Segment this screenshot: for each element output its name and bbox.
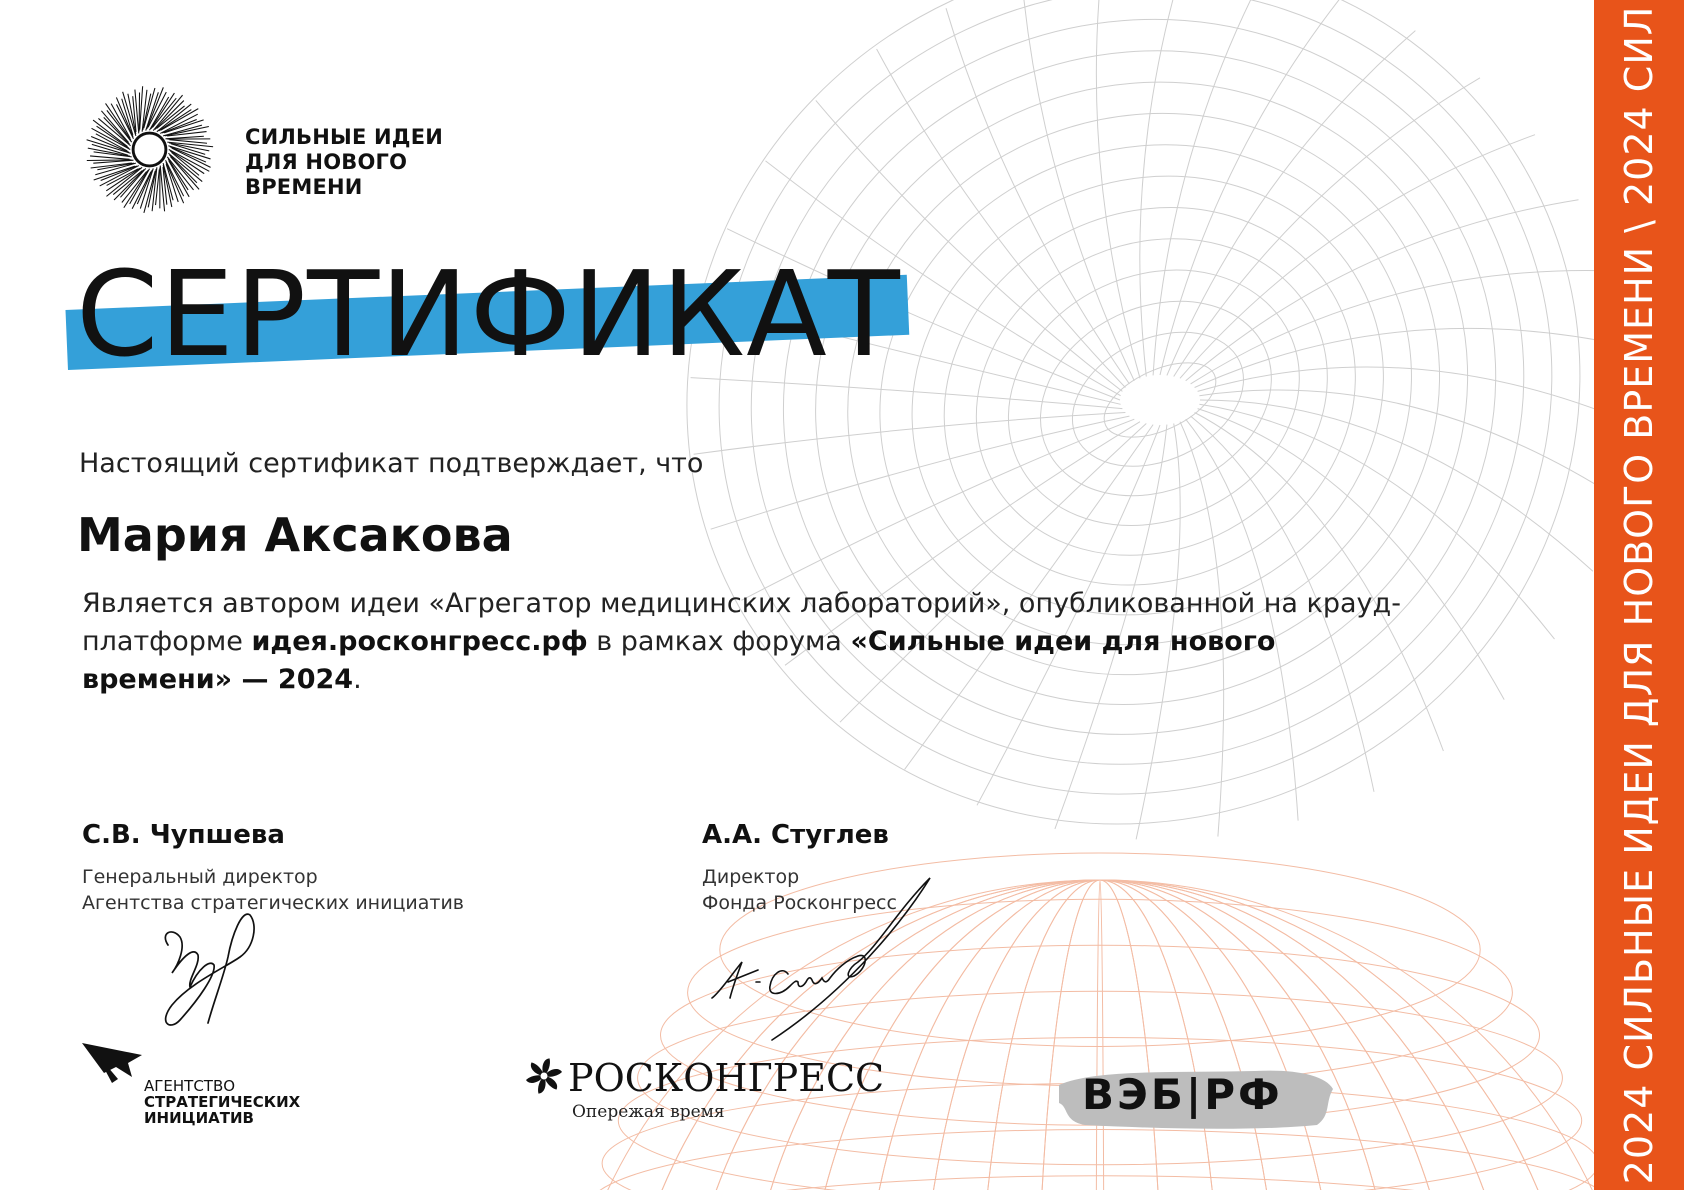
roscongress-slogan: Опережая время <box>572 1102 725 1122</box>
radial-burst-logo-icon <box>82 82 217 217</box>
forum-name: «Сильные идеи для нового времени» — 2024 <box>82 626 1276 695</box>
signatory-role-line-1: Генеральный директор <box>82 866 318 888</box>
desc-text-end: . <box>353 664 362 695</box>
signatory-role-line-1: Директор <box>702 866 800 888</box>
roscongress-name: РОСКОНГРЕСС <box>568 1056 885 1100</box>
forum-logo-text <box>245 125 443 200</box>
desc-text-1: Является автором идеи «Агрегатор медицинских лабораторий», опубликованной на крауд-платформе <box>82 588 1401 657</box>
signature-2 <box>698 870 938 1050</box>
side-band-text: 2024 СИЛЬНЫЕ ИДЕИ ДЛЯ НОВОГО ВРЕМЕНИ \ 2024 СИЛ <box>1617 5 1661 1185</box>
asi-line-2: СТРАТЕГИЧЕСКИХ <box>144 1093 301 1111</box>
asi-line-3: ИНИЦИАТИВ <box>144 1109 254 1127</box>
veb-logo-text: ВЭБ|РФ <box>1082 1070 1283 1119</box>
roscongress-flower-logo-icon <box>523 1055 565 1097</box>
recipient-name: Мария Аксакова <box>77 508 513 562</box>
side-band <box>1594 0 1684 1190</box>
asi-line-1: АГЕНТСТВО <box>144 1077 236 1095</box>
certificate-title: СЕРТИФИКАТ <box>76 245 901 383</box>
certificate-description <box>82 585 1422 699</box>
desc-text-2: в рамках форума <box>587 626 851 657</box>
logo-line-3: ВРЕМЕНИ <box>245 175 363 199</box>
intro-text: Настоящий сертификат подтверждает, что <box>79 448 704 479</box>
signatory-1 <box>82 820 464 916</box>
asi-logo-text <box>144 1078 300 1126</box>
logo-line-2: ДЛЯ НОВОГО <box>245 150 408 174</box>
signatory-role-line-2: Агентства стратегических инициатив <box>82 892 464 914</box>
signatory-name: А.А. Стуглев <box>702 820 889 850</box>
signature-1 <box>150 905 280 1030</box>
platform-link-text: идея.росконгресс.рф <box>251 626 588 657</box>
logo-line-1: СИЛЬНЫЕ ИДЕИ <box>245 125 444 149</box>
signatory-name: С.В. Чупшева <box>82 820 285 850</box>
signatory-role-line-2: Фонда Росконгресс <box>702 892 897 914</box>
